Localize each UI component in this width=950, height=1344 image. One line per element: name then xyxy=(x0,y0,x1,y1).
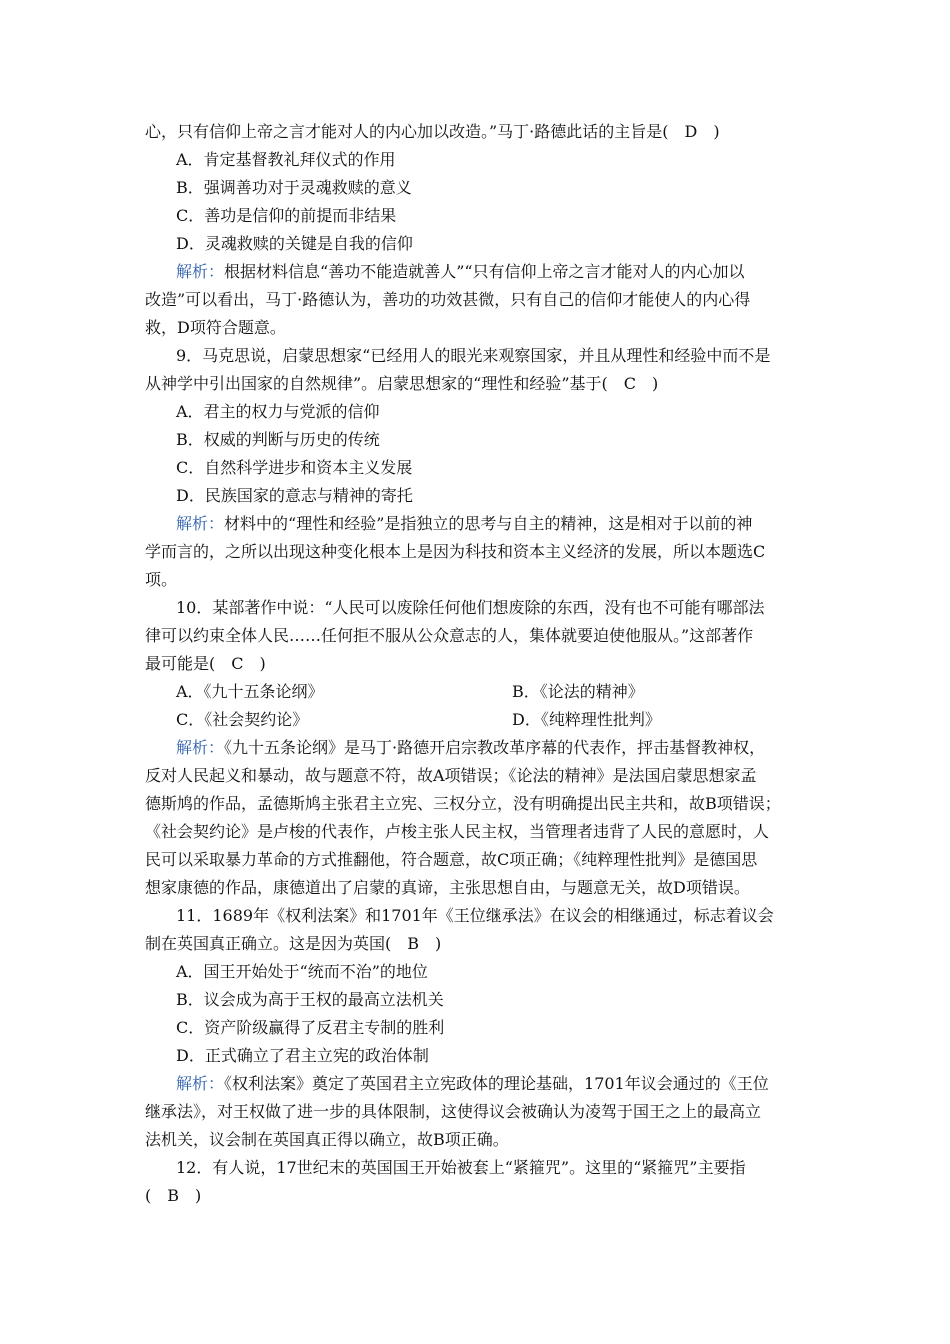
q10-option-c: C．《社会契约论》 xyxy=(176,710,309,729)
q10-stem: 律可以约束全体人民……任何拒不服从公众意志的人，集体就要迫使他服从。”这部著作 xyxy=(145,626,754,645)
analysis-label: 解析： xyxy=(176,514,225,533)
q9-stem: 从神学中引出国家的自然规律”。启蒙思想家的“理性和经验”基于( C ) xyxy=(145,374,659,393)
analysis-label: 解析： xyxy=(176,738,225,757)
q8-analysis-text: 根据材料信息“善功不能造就善人”“只有信仰上帝之言才能对人的内心加以 xyxy=(224,262,745,281)
q8-option-d: D．灵魂救赎的关键是自我的信仰 xyxy=(176,234,413,253)
q9-option-a: A．君主的权力与党派的信仰 xyxy=(176,402,380,421)
q9-option-b: B．权威的判断与历史的传统 xyxy=(176,430,380,449)
q9-analysis-line xyxy=(176,510,846,538)
q12-stem: ( B ) xyxy=(145,1186,202,1205)
q8-option-a: A．肯定基督教礼拜仪式的作用 xyxy=(176,150,396,169)
q11-stem: 制在英国真正确立。这是因为英国( B ) xyxy=(145,934,442,953)
q8-analysis-line xyxy=(176,258,846,286)
q10-analysis-line: 德斯鸠的作品，孟德斯鸠主张君主立宪、三权分立，没有明确提出民主共和，故B项错误； xyxy=(145,794,781,813)
q9-option-c: C．自然科学进步和资本主义发展 xyxy=(176,458,413,477)
q11-stem: 11．1689年《权利法案》和1701年《王位继承法》在议会的相继通过，标志着议会 xyxy=(176,906,774,925)
q11-option-b: B．议会成为高于王权的最高立法机关 xyxy=(176,990,444,1009)
q11-option-d: D．正式确立了君主立宪的政治体制 xyxy=(176,1046,429,1065)
analysis-label: 解析： xyxy=(176,1074,225,1093)
q10-analysis-text: 《九十五条论纲》是马丁·路德开启宗教改革序幕的代表作，抨击基督教神权， xyxy=(224,738,766,757)
q9-option-d: D．民族国家的意志与精神的寄托 xyxy=(176,486,413,505)
q10-analysis-line: 想家康德的作品，康德道出了启蒙的真谛，主张思想自由，与题意无关，故D项错误。 xyxy=(145,878,750,897)
q10-analysis-line: 民可以采取暴力革命的方式推翻他，符合题意，故C项正确；《纯粹理性批判》是德国思 xyxy=(145,850,758,869)
q10-stem: 最可能是( C ) xyxy=(145,654,266,673)
q11-analysis-line xyxy=(176,1070,846,1098)
q11-option-a: A．国王开始处于“统而不治”的地位 xyxy=(176,962,428,981)
q9-analysis-line: 项。 xyxy=(145,570,178,589)
q9-analysis-text: 材料中的“理性和经验”是指独立的思考与自主的精神，这是相对于以前的神 xyxy=(224,514,753,533)
q8-stem: 心，只有信仰上帝之言才能对人的内心加以改造。”马丁·路德此话的主旨是( D ) xyxy=(145,122,720,141)
q11-option-c: C．资产阶级赢得了反君主专制的胜利 xyxy=(176,1018,445,1037)
q9-analysis-line: 学而言的，之所以出现这种变化根本上是因为科技和资本主义经济的发展，所以本题选C xyxy=(145,542,766,561)
q10-option-b: B．《论法的精神》 xyxy=(512,682,644,701)
analysis-label: 解析： xyxy=(176,262,225,281)
q11-analysis-line: 继承法》，对王权做了进一步的具体限制，这使得议会被确认为凌驾于国王之上的最高立 xyxy=(145,1102,762,1121)
q11-analysis-text: 《权利法案》奠定了英国君主立宪政体的理论基础，1701年议会通过的《王位 xyxy=(224,1074,769,1093)
q9-stem: 9．马克思说，启蒙思想家“已经用人的眼光来观察国家，并且从理性和经验中而不是 xyxy=(176,346,771,365)
q10-analysis-line xyxy=(176,734,846,762)
q10-option-a: A．《九十五条论纲》 xyxy=(176,682,324,701)
q10-stem: 10．某部著作中说：“人民可以废除任何他们想废除的东西，没有也不可能有哪部法 xyxy=(176,598,765,617)
q8-option-b: B．强调善功对于灵魂救赎的意义 xyxy=(176,178,412,197)
q11-analysis-line: 法机关，议会制在英国真正得以确立，故B项正确。 xyxy=(145,1130,509,1149)
q12-stem: 12．有人说，17世纪末的英国国王开始被套上“紧箍咒”。这里的“紧箍咒”主要指 xyxy=(176,1158,746,1177)
q10-analysis-line: 反对人民起义和暴动，故与题意不符，故A项错误；《论法的精神》是法国启蒙思想家孟 xyxy=(145,766,757,785)
q10-analysis-line: 《社会契约论》是卢梭的代表作，卢梭主张人民主权，当管理者违背了人民的意愿时，人 xyxy=(145,822,770,841)
q8-analysis-line: 改造”可以看出，马丁·路德认为，善功的功效甚微，只有自己的信仰才能使人的内心得 xyxy=(145,290,751,309)
q10-option-d: D．《纯粹理性批判》 xyxy=(512,710,661,729)
q8-option-c: C．善功是信仰的前提而非结果 xyxy=(176,206,397,225)
q8-analysis-line: 救，D项符合题意。 xyxy=(145,318,286,337)
